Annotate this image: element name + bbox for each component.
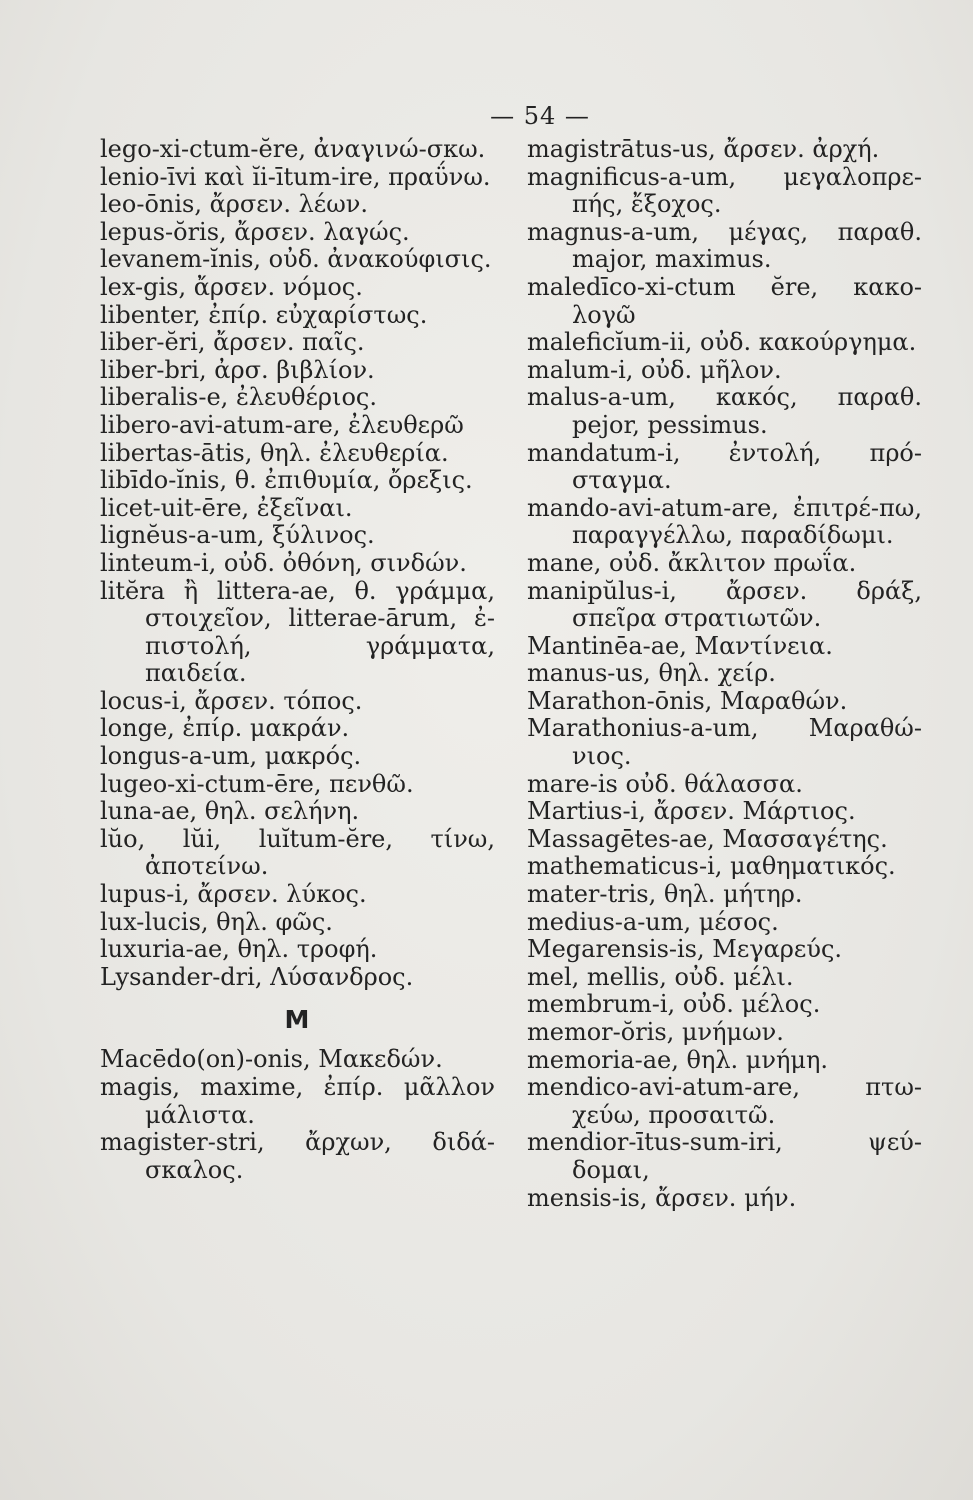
entry-text: mater-tris, θηλ. μήτηρ. xyxy=(527,880,803,909)
dictionary-entry xyxy=(527,715,922,770)
entry-text: maledīco-xi-ctum ĕre, κακο-λογῶ xyxy=(527,272,922,329)
entry-text: mensis-is, ἄρσεν. μήν. xyxy=(527,1183,797,1212)
entry-text: lŭo, lŭi, luĭtum-ĕre, τίνω, ἀποτείνω. xyxy=(100,824,495,881)
entry-text: lugeo-xi-ctum-ēre, πενθῶ. xyxy=(100,769,414,798)
dictionary-entry xyxy=(527,550,922,578)
dictionary-entry xyxy=(100,412,495,440)
entry-text: Macēdo(on)-onis, Μακεδών. xyxy=(100,1045,443,1074)
entry-text: lenio-īvi καὶ ĭi-ītum-ire, πραΰνω. xyxy=(100,162,491,191)
entry-text: mendior-ītus-sum-iri, ψεύ-δομαι, xyxy=(527,1128,922,1184)
entry-text: manipŭlus-i, ἄρσεν. δράξ, σπεῖρα στρατιωτῶν. xyxy=(527,576,922,633)
entry-text: lepus-ŏris, ἄρσεν. λαγώς. xyxy=(100,217,410,246)
entry-text: mando-avi-atum-are, ἐπιτρέ-πω, παραγγέλλω, παραδίδωμι. xyxy=(527,493,922,550)
entry-text: longe, ἐπίρ. μακράν. xyxy=(100,714,350,743)
entry-text: magnus-a-um, μέγας, παραθ. major, maximus. xyxy=(527,217,922,274)
page-number: — 54 — xyxy=(490,102,590,130)
entry-text: magnificus-a-um, μεγαλοπρε-πής, ἔξοχος. xyxy=(527,162,922,219)
entry-text: membrum-i, οὐδ. μέλος. xyxy=(527,990,821,1019)
entry-text: manus-us, θηλ. χείρ. xyxy=(527,659,776,688)
dictionary-entry xyxy=(100,936,495,964)
dictionary-entry xyxy=(100,467,495,495)
dictionary-entry xyxy=(527,964,922,992)
entry-text: medius-a-um, μέσος. xyxy=(527,907,779,936)
dictionary-entry xyxy=(100,274,495,302)
entry-text: lupus-i, ἄρσεν. λύκος. xyxy=(100,880,367,909)
entry-text: Mantinēa-ae, Μαντίνεια. xyxy=(527,631,833,660)
dictionary-entry xyxy=(527,1019,922,1047)
dictionary-entry xyxy=(100,881,495,909)
entry-text: mane, οὐδ. ἄκλιτον πρωΐα. xyxy=(527,548,857,577)
dictionary-entry xyxy=(527,936,922,964)
dictionary-entry xyxy=(100,384,495,412)
entry-text: libenter, ἐπίρ. εὐχαρίστως. xyxy=(100,300,428,329)
dictionary-entry xyxy=(527,688,922,716)
dictionary-entry xyxy=(527,219,922,274)
entry-text: liber-bri, ἀρσ. βιβλίον. xyxy=(100,355,375,384)
dictionary-entry xyxy=(527,357,922,385)
dictionary-entry xyxy=(527,853,922,881)
left-entries-before-heading xyxy=(100,136,495,991)
dictionary-entry xyxy=(100,302,495,330)
dictionary-entry xyxy=(100,771,495,799)
entry-text: magister-stri, ἄρχων, διδά-σκαλος. xyxy=(100,1128,495,1184)
entry-text: memor-ŏris, μνήμων. xyxy=(527,1018,784,1046)
entry-text: locus-i, ἄρσεν. τόπος. xyxy=(100,686,363,715)
dictionary-entry xyxy=(100,715,495,743)
dictionary-entry xyxy=(100,440,495,468)
dictionary-entry xyxy=(527,1074,922,1129)
entry-text: litĕra ἢ littera-ae, θ. γράμμα, στοιχεῖον, litterae-ārum, ἐ-πιστολή, γράμματα, παιδεία. xyxy=(100,576,495,688)
dictionary-entry xyxy=(527,440,922,495)
entry-text: leo-ōnis, ἄρσεν. λέων. xyxy=(100,190,369,219)
dictionary-entry xyxy=(100,826,495,881)
entry-text: lux-lucis, θηλ. φῶς. xyxy=(100,907,333,936)
entry-text: mendico-avi-atum-are, πτω-χεύω, προσαιτῶ. xyxy=(527,1073,922,1129)
dictionary-entry xyxy=(100,329,495,357)
dictionary-entry xyxy=(527,495,922,550)
dictionary-entry xyxy=(527,798,922,826)
entry-text: luna-ae, θηλ. σελήνη. xyxy=(100,797,360,826)
dictionary-entry xyxy=(527,633,922,661)
dictionary-entry xyxy=(527,1129,922,1184)
entry-text: magistrātus-us, ἄρσεν. ἀρχή. xyxy=(527,135,880,163)
dictionary-entry xyxy=(100,578,495,688)
dictionary-entry xyxy=(527,1185,922,1213)
dictionary-entry xyxy=(527,991,922,1019)
entry-text: libertas-ātis, θηλ. ἐλευθερία. xyxy=(100,438,449,467)
dictionary-entry xyxy=(100,164,495,192)
dictionary-entry xyxy=(100,357,495,385)
entry-text: liber-ĕri, ἄρσεν. παῖς. xyxy=(100,328,365,357)
entry-text: lignĕus-a-um, ξύλινος. xyxy=(100,521,375,550)
entry-text: mel, mellis, οὐδ. μέλι. xyxy=(527,962,794,991)
entry-text: mare-is οὐδ. θάλασσα. xyxy=(527,769,803,798)
dictionary-entry xyxy=(100,522,495,550)
entry-text: levanem-ĭnis, οὐδ. ἀνακούφισις. xyxy=(100,245,492,274)
dictionary-entry xyxy=(100,1046,495,1074)
dictionary-entry xyxy=(527,164,922,219)
entry-text: Lysander-dri, Λύσανδρος. xyxy=(100,962,414,991)
dictionary-entry xyxy=(527,329,922,357)
dictionary-entry xyxy=(527,771,922,799)
entry-text: liberalis-e, ἐλευθέριος. xyxy=(100,383,377,412)
dictionary-entry xyxy=(100,219,495,247)
entry-text: mandatum-i, ἐντολή, πρό-σταγμα. xyxy=(527,438,922,495)
dictionary-entry xyxy=(100,550,495,578)
entry-text: lex-gis, ἄρσεν. νόμος. xyxy=(100,272,363,301)
entry-text: lego-xi-ctum-ĕre, ἀναγινώ-σκω. xyxy=(100,135,486,163)
entry-text: luxuria-ae, θηλ. τροφή. xyxy=(100,935,378,964)
dictionary-entry xyxy=(527,909,922,937)
dictionary-entry xyxy=(527,1047,922,1075)
dictionary-entry xyxy=(100,495,495,523)
entry-text: mathematicus-i, μαθηματικός. xyxy=(527,852,896,881)
dictionary-entry xyxy=(100,246,495,274)
entry-text: Marathonius-a-um, Μαραθώ-νιος. xyxy=(527,714,922,771)
dictionary-entry xyxy=(527,136,922,164)
entry-text: Megarensis-is, Μεγαρεύς. xyxy=(527,935,843,964)
entry-text: licet-uit-ēre, ἐξεῖναι. xyxy=(100,493,353,522)
entry-text: malum-i, οὐδ. μῆλον. xyxy=(527,355,782,384)
entry-text: linteum-i, οὐδ. ὀθόνη, σινδών. xyxy=(100,548,467,577)
dictionary-entry xyxy=(100,191,495,219)
dictionary-entry xyxy=(527,660,922,688)
dictionary-entry xyxy=(100,909,495,937)
dictionary-entry xyxy=(100,1074,495,1129)
dictionary-entry xyxy=(527,578,922,633)
entry-text: libero-avi-atum-are, ἐλευθερῶ xyxy=(100,410,464,439)
entry-text: longus-a-um, μακρός. xyxy=(100,742,362,771)
dictionary-entry xyxy=(100,964,495,992)
entry-text: memoria-ae, θηλ. μνήμη. xyxy=(527,1045,828,1074)
entry-text: Martius-i, ἄρσεν. Μάρτιος. xyxy=(527,797,856,826)
entry-text: Marathon-ōnis, Μαραθών. xyxy=(527,686,848,715)
dictionary-entry xyxy=(100,798,495,826)
dictionary-entry xyxy=(100,1129,495,1184)
entry-text: libīdo-ĭnis, θ. ἐπιθυμία, ὄρεξις. xyxy=(100,466,473,495)
dictionary-entry xyxy=(100,136,495,164)
entry-text: malus-a-um, κακός, παραθ. pejor, pessimus. xyxy=(527,383,922,439)
entry-text: Massagētes-ae, Μασσαγέτης. xyxy=(527,824,888,853)
entry-text: maleficĭum-ii, οὐδ. κακούργημα. xyxy=(527,328,917,357)
left-column xyxy=(100,136,495,1184)
dictionary-entry xyxy=(527,881,922,909)
dictionary-entry xyxy=(100,688,495,716)
dictionary-entry xyxy=(527,274,922,329)
left-entries-after-heading xyxy=(100,1046,495,1184)
right-column xyxy=(527,136,922,1212)
right-entries xyxy=(527,136,922,1212)
section-heading-m: M xyxy=(284,1005,311,1035)
dictionary-entry xyxy=(100,743,495,771)
entry-text: magis, maxime, ἐπίρ. μᾶλλον μάλιστα. xyxy=(100,1073,495,1129)
dictionary-entry xyxy=(527,826,922,854)
dictionary-entry xyxy=(527,384,922,439)
